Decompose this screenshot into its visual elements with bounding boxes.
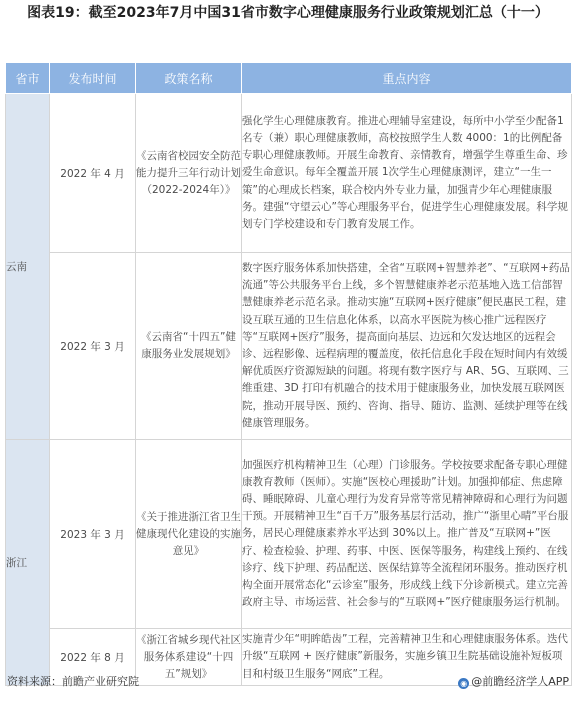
table-header-row (6, 63, 572, 94)
content-cell: 实施青少年“明眸皓齿”工程，完善精神卫生和心理健康服务体系。迭代升级“互联网 + 医疗健康”新服务，实施乡镇卫生院基础设施补短板项目和村级卫生服务“网底”工程。 (242, 629, 572, 686)
content-cell: 强化学生心理健康教育。推进心理辅导室建设，每所中小学至少配备1名专（兼）职心理健康教师，高校按照学生人数 4000：1的比例配备专职心理健康教师。开展生命教育、亲情教育，增强学生尊重生命、珍爱生命意识。每年全覆盖开展 1次学生心理健康测评，建立“一生一策”的心理成长档案，联合校内外专业力量，加强青少年心理健康服务。建强“守望云心”等心理服务平台，促进学生心理健康发展。科学规划专门学校建设和专门教育发展工作。 (242, 94, 572, 253)
table-row (6, 253, 572, 440)
brand-credit-label: @前瞻经济学人APP (471, 675, 569, 688)
policy-name-cell: 《浙江省城乡现代社区服务体系建设“十四五”规划》 (136, 629, 242, 686)
header-policy-name: 政策名称 (136, 63, 242, 94)
date-cell: 2022 年 4 月 (50, 94, 136, 253)
policy-name-cell: 《云南省校园安全防范能力提升三年行动计划（2022-2024年）》 (136, 94, 242, 253)
policy-name-cell: 《云南省“十四五”健康服务业发展规划》 (136, 253, 242, 440)
date-cell: 2023 年 3 月 (50, 440, 136, 629)
policy-name-cell: 《关于推进浙江省卫生健康现代化建设的实施意见》 (136, 440, 242, 629)
table-row (6, 94, 572, 253)
content-cell: 数字医疗服务体系加快搭建，全省“互联网+智慧养老”、“互联网+药品流通”等公共服务平台上线，多个智慧健康养老示范基地入选工信部智慧健康养老示范名录。推动实施“互联网+医疗健康”便民惠民工程，建设互联互通的卫生信息化体系，以高水平医院为核心推广远程医疗等“互联网+医疗”服务，提高面向基层、边远和欠发达地区的远程会诊、远程影像、远程病理的覆盖度，依托信息化手段在短时间内有效缓解优质医疗资源短缺的问题。将现有数字医疗与 AR、5G、互联网、三维重建、3D 打印有机融合的技术用于健康服务业，加快发展互联网医院，推动开展导医、预约、咨询、指导、随访、监测、延续护理等在线健康管理服务。 (242, 253, 572, 440)
header-key-content: 重点内容 (242, 63, 572, 94)
policy-table (5, 62, 572, 686)
province-cell-zhejiang: 浙江 (6, 440, 50, 686)
province-cell-yunnan: 云南 (6, 94, 50, 440)
qianzhan-logo-icon: ◉ (458, 678, 469, 689)
date-cell: 2022 年 3 月 (50, 253, 136, 440)
content-cell: 加强医疗机构精神卫生（心理）门诊服务。学校按要求配备专职心理健康教育教师（医师）。实施“医校心理援助”计划。加强抑郁症、焦虑障碍、睡眠障碍、儿童心理行为发育异常等常见精神障碍和心理行为问题干预。开展精神卫生“百千万”服务基层行活动，推广“浙里心晴”平台服务，居民心理健康素养水平达到 30%以上。推广普及“互联网+”医疗、检查检验、护理、药事、中医、医保等服务，构建线上预约、在线诊疗、线下护理、药品配送、医保结算等全流程闭环服务。推动医疗机构全面开展常态化“云诊室”服务，形成线上线下分诊新模式。建立完善政府主导、市场运营、社会参与的“互联网+”医疗健康服务运行机制。 (242, 440, 572, 629)
page-title: 图表19：截至2023年7月中国31省市数字心理健康服务行业政策规划汇总（十一） (27, 5, 549, 21)
date-cell: 2022 年 8 月 (50, 629, 136, 686)
footer (0, 673, 576, 691)
brand-credit (458, 673, 569, 689)
header-date: 发布时间 (50, 63, 136, 94)
source-note: 资料来源：前瞻产业研究院 (7, 675, 139, 688)
table-row (6, 440, 572, 629)
header-province: 省市 (6, 63, 50, 94)
